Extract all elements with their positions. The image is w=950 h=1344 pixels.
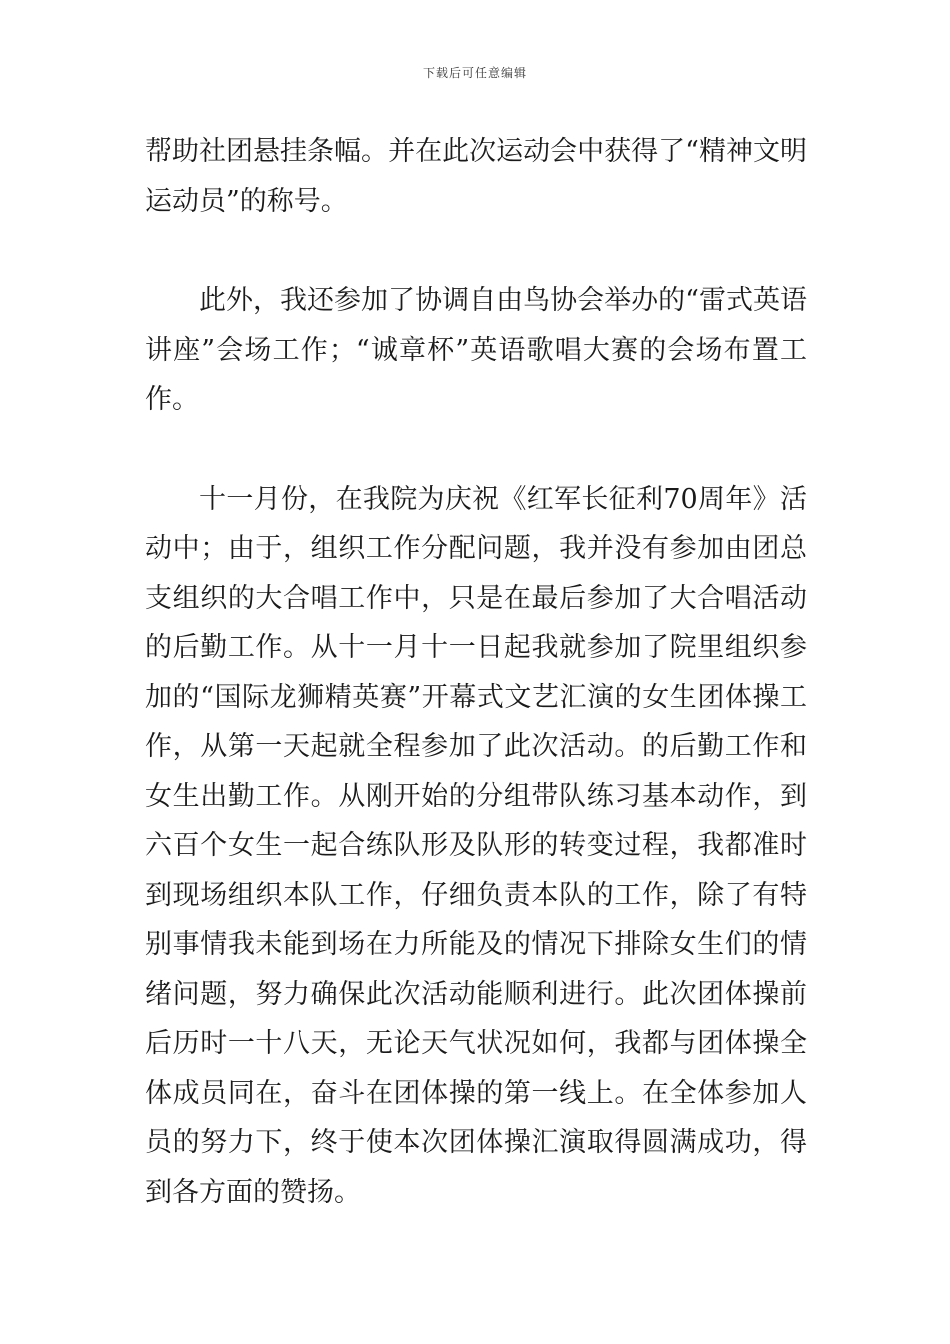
paragraph-spacer <box>145 425 807 475</box>
paragraph-spacer <box>145 226 807 276</box>
document-body <box>145 127 807 1217</box>
paragraph-november-activities: 十一月份，在我院为庆祝《红军长征利70周年》活动中；由于，组织工作分配问题，我并没有参加由团总支组织的大合唱工作中，只是在最后参加了大合唱活动的后勤工作。从十一月十一日起我就参加了院里组织参加的“国际龙狮精英赛”开幕式文艺汇演的女生团体操工作，从第一天起就全程参加了此次活动。的后勤工作和女生出勤工作。从刚开始的分组带队练习基本动作，到六百个女生一起合练队形及队形的转变过程，我都准时到现场组织本队工作，仔细负责本队的工作，除了有特别事情我未能到场在力所能及的情况下排除女生们的情绪问题，努力确保此次活动能顺利进行。此次团体操前后历时一十八天，无论天气状况如何，我都与团体操全体成员同在，奋斗在团体操的第一线上。在全体参加人员的努力下，终于使本次团体操汇演取得圆满成功，得到各方面的赞扬。 <box>145 483 807 1208</box>
paragraph-english-lecture: 此外，我还参加了协调自由鸟协会举办的“雷式英语讲座”会场工作；“诚章杯”英语歌唱大赛的会场布置工作。 <box>145 285 807 415</box>
paragraph-continuation: 帮助社团悬挂条幅。并在此次运动会中获得了“精神文明运动员”的称号。 <box>145 136 807 217</box>
page-header-note: 下载后可任意编辑 <box>422 66 527 80</box>
